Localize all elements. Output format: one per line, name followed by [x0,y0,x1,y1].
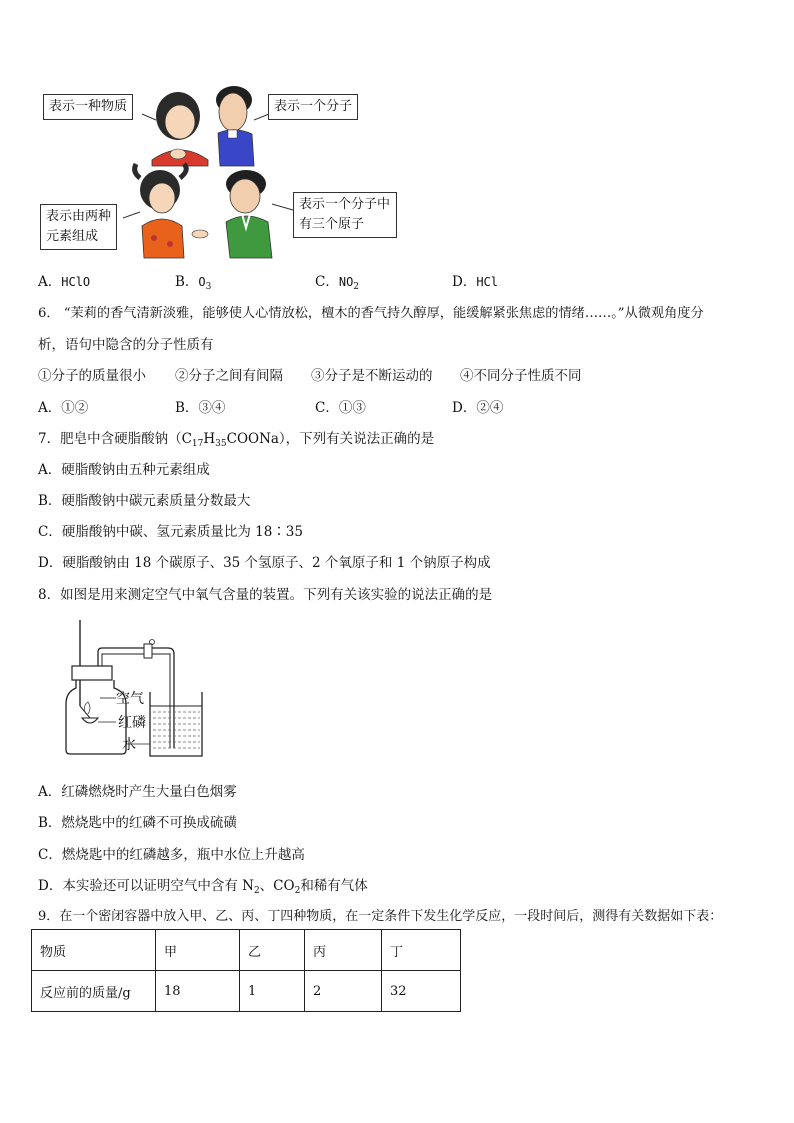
q6-statement-2: ②分子之间有间隔 [175,368,283,384]
table-cell: 丙 [305,930,382,971]
q5-option-d: D．HCl [452,274,499,290]
table-cell: 丁 [382,930,461,971]
bubble-three-atoms [293,192,397,238]
q7-option-d: D．硬脂酸钠由 18 个碳原子、35 个氢原子、2 个氧原子和 1 个钠原子构成 [38,555,491,571]
q8-apparatus-diagram [58,618,218,758]
q5-option-a: A．HClO [38,274,91,290]
q6-option-d: D．②④ [452,400,504,416]
q8-option-a: A．红磷燃烧时产生大量白色烟雾 [38,784,237,800]
table-cell: 物质 [32,930,156,971]
table-cell: 1 [240,971,305,1012]
q7-option-c: C．硬脂酸钠中碳、氢元素质量比为 18∶35 [38,524,303,540]
bubble-three-atoms-line1: 表示一个分子中 [299,197,391,212]
q6-option-a: A．①② [38,400,89,416]
q9-stem: 9．在一个密闭容器中放入甲、乙、丙、丁四种物质，在一定条件下发生化学反应，一段时间后，测得有关数据如下表： [38,909,723,924]
q6-stem-line1: 6． “茉莉的香气清新淡雅，能够使人心情放松，檀木的香气持久醇厚，能缓解紧张焦虑的情绪……。”从微观角度分 [38,306,704,321]
q6-stem-line2: 析，语句中隐含的分子性质有 [38,337,214,353]
table-row [32,971,461,1012]
table-cell: 反应前的质量/g [32,971,156,1012]
q8-option-c: C．燃烧匙中的红磷越多，瓶中水位上升越高 [38,847,305,863]
table-cell: 32 [382,971,461,1012]
q6-option-c: C．①③ [315,400,366,416]
label-red-phosphorus: 红磷 [118,715,146,731]
label-air: 空气 [116,691,144,707]
bubble-two-elements [40,204,117,250]
q6-option-b: B．③④ [175,400,226,416]
q7-option-b: B．硬脂酸钠中碳元素质量分数最大 [38,493,251,509]
label-water: 水 [122,737,136,753]
table-cell: 18 [156,971,240,1012]
table-row [32,930,461,971]
bubble-one-substance: 表示一种物质 [43,94,133,120]
q8-stem: 8．如图是用来测定空气中氧气含量的装置。下列有关该实验的说法正确的是 [38,587,493,603]
q8-option-d: D．本实验还可以证明空气中含有 $N_2$、$CO_2$和稀有气体 [38,878,368,896]
q7-option-a: A．硬脂酸钠由五种元素组成 [38,462,210,478]
molecule-illustration [40,78,420,268]
bubble-two-elements-line1: 表示由两种 [46,209,112,224]
table-cell: 甲 [156,930,240,971]
q6-statement-1: ①分子的质量很小 [38,368,146,384]
q6-statement-3: ③分子是不断运动的 [311,368,433,384]
q5-option-c: C．$NO_2$ [315,274,360,292]
bubble-one-molecule: 表示一个分子 [268,94,358,120]
bubble-two-elements-line2: 元素组成 [46,229,99,244]
q7-stem: 7．肥皂中含硬脂酸钠$(C_{17}H_{35}COONa)$，下列有关说法正确的是 [38,431,435,449]
q8-option-b: B．燃烧匙中的红磷不可换成硫磺 [38,815,237,831]
q9-mass-table [31,929,461,1012]
table-cell: 乙 [240,930,305,971]
q6-statement-4: ④不同分子性质不同 [460,368,582,384]
bubble-three-atoms-line2: 有三个原子 [299,217,365,232]
table-cell: 2 [305,971,382,1012]
q5-option-b: B．$O_3$ [175,274,212,292]
